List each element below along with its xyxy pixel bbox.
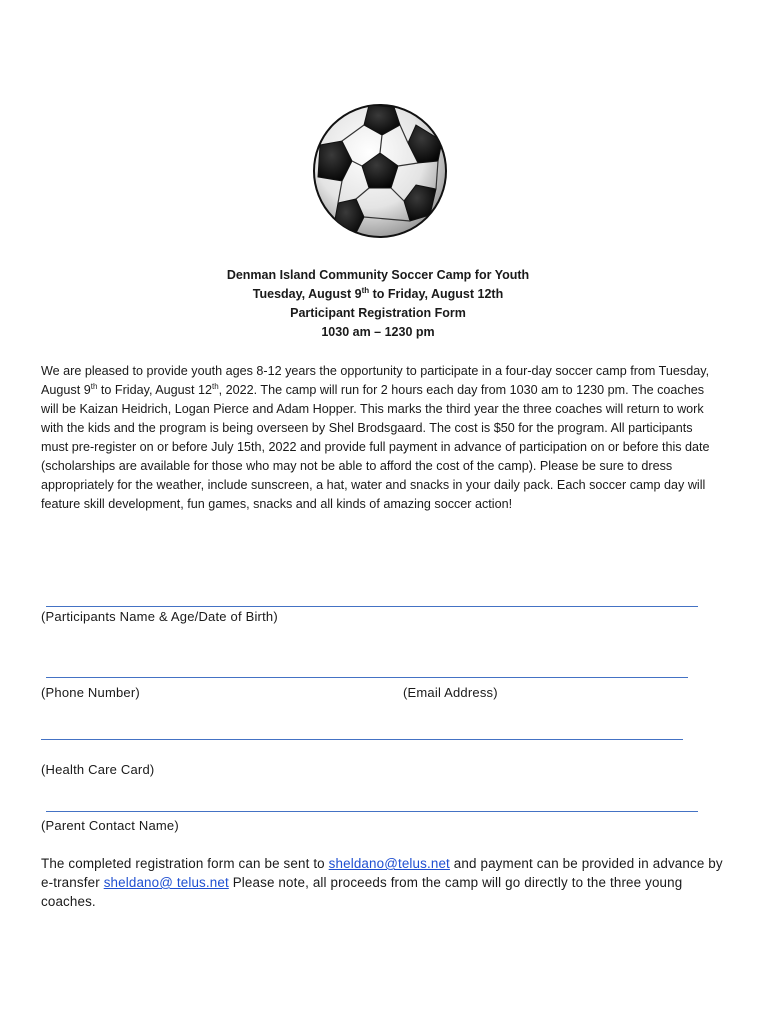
- camp-title: Denman Island Community Soccer Camp for Youth: [226, 268, 530, 282]
- intro-paragraph: We are pleased to provide youth ages 8-12 years the opportunity to participate in a four-day soccer camp from Tuesday, August 9th to Friday, August 12th, 2022. The camp will run for 2 hours each day from 1030 am to 1230 pm. The coaches will be Kaizan Heidrich, Logan Pierce and Adam Hopper. This marks the third year the three coaches will return to work with the kids and the program is being overseen by Shel Brodsgaard. The cost is $50 for the program. All participants must pre-register on or before July 15th, 2022 and provide full payment in advance of participation on or before this date (scholarships are available for those who may not be able to afford the cost of the camp). Please be sure to dress appropriately for the weather, include sunscreen, a hat, water and snacks in your daily pack. Each soccer camp day will feature skill development, fun games, snacks and all kinds of amazing soccer action!: [41, 364, 710, 511]
- health-card-field-line[interactable]: [41, 739, 683, 740]
- form-title: Participant Registration Form: [290, 306, 466, 320]
- parent-contact-field-label: (Parent Contact Name): [41, 818, 179, 833]
- phone-field-label: (Phone Number): [41, 685, 140, 700]
- health-card-field-label: (Health Care Card): [41, 762, 155, 777]
- soccer-ball-icon: [312, 103, 448, 239]
- phone-email-field-line[interactable]: [46, 677, 688, 678]
- participant-field-line[interactable]: [46, 606, 698, 607]
- email-link[interactable]: sheldano@telus.net: [328, 856, 450, 871]
- form-header: [0, 266, 756, 342]
- camp-dates: Tuesday, August 9th to Friday, August 12th: [252, 285, 504, 301]
- participant-field-label: (Participants Name & Age/Date of Birth): [41, 609, 278, 624]
- etransfer-email-link[interactable]: sheldano@ telus.net: [103, 875, 229, 890]
- footer-paragraph: The completed registration form can be sent to sheldano@telus.net and payment can be provided in advance by e-transfer sheldano@ telus.net Please note, all proceeds from the camp will go directly to the three young coaches.: [41, 856, 723, 909]
- camp-hours: 1030 am – 1230 pm: [321, 325, 435, 339]
- parent-contact-field-line[interactable]: [46, 811, 698, 812]
- email-field-label: (Email Address): [403, 685, 498, 700]
